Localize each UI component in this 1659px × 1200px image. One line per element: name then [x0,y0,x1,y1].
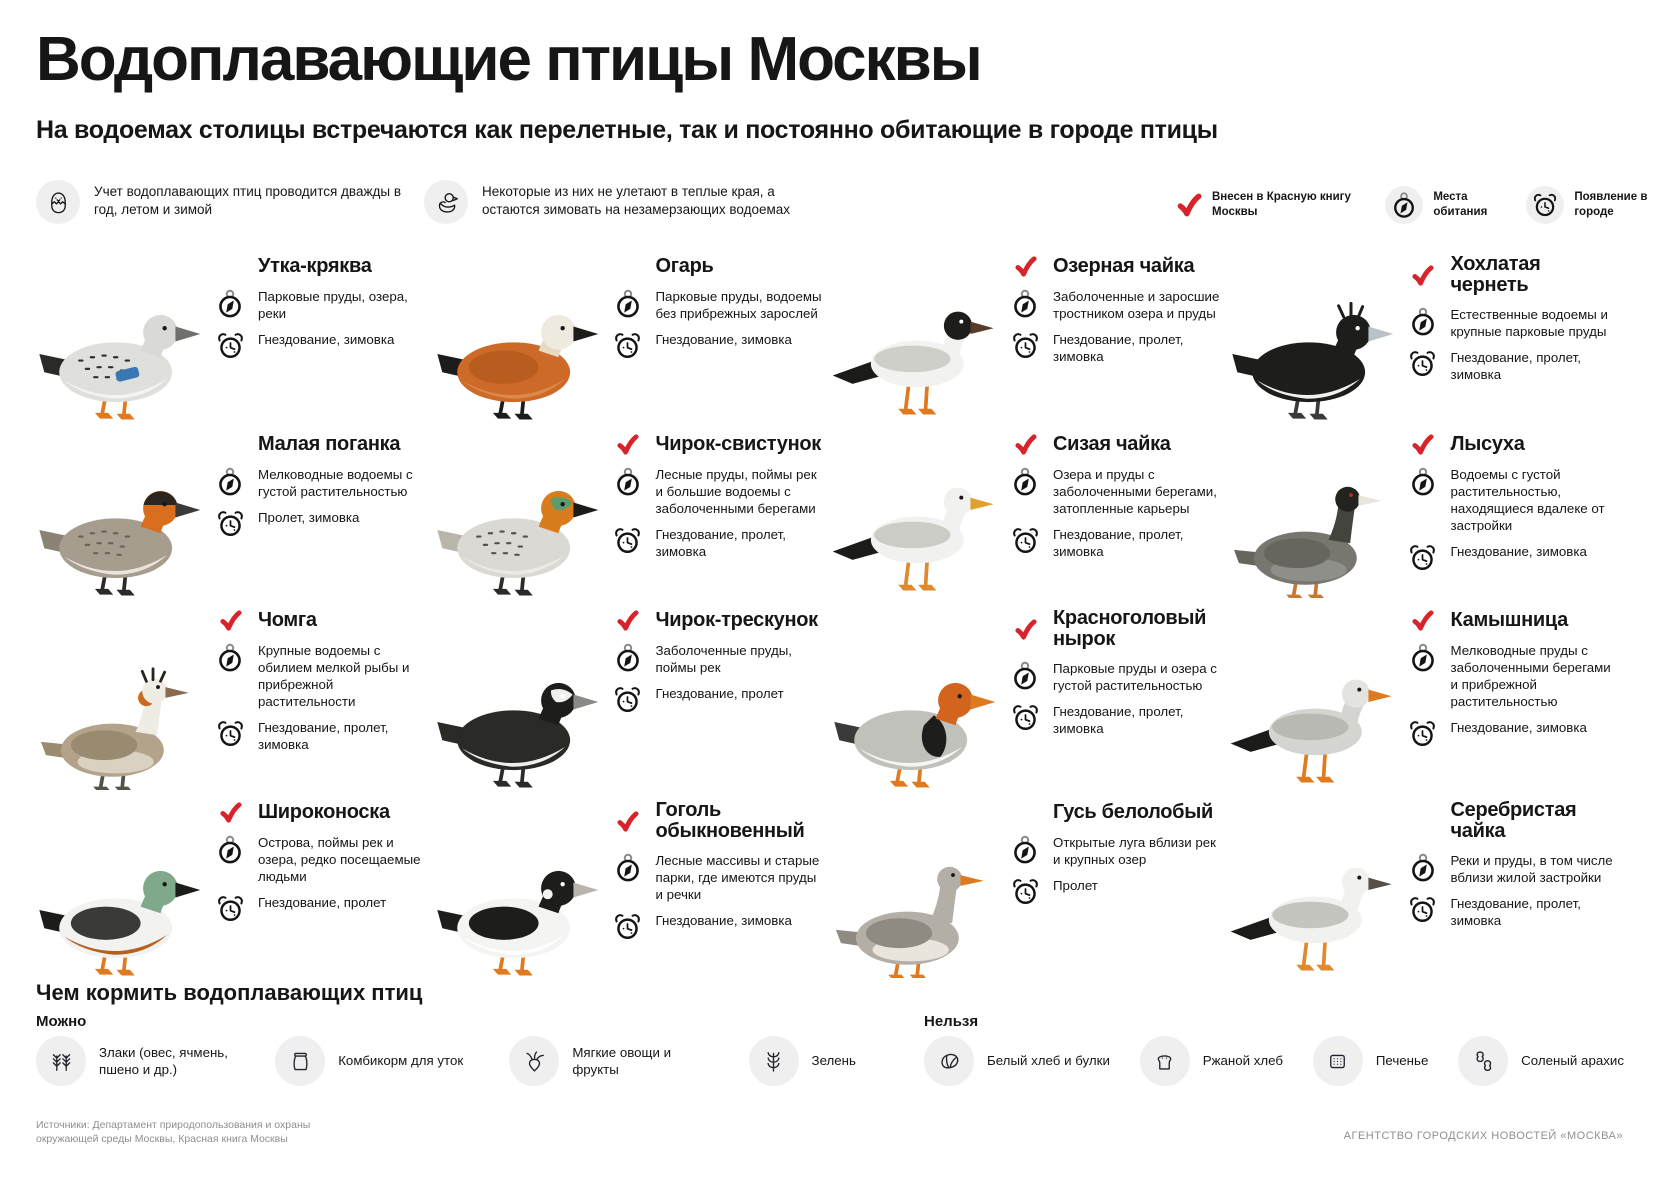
appearance-row [612,526,824,560]
red-checkmark-icon [1407,609,1439,632]
appearance-row [1407,543,1619,572]
bird-name: Красноголовый нырок [1053,607,1207,650]
habitat-row [1009,288,1221,322]
croissant-icon [924,1036,974,1086]
appearance-row [1407,719,1619,748]
appearance-text: Гнездование, пролет, зимовка [1053,527,1184,560]
appearance-row [1009,526,1221,560]
compass-icon [1407,642,1439,673]
habitat-text: Лесные массивы и старые парки, где имеются пруды и речки [655,853,820,903]
bird-name: Камышница [1450,608,1568,631]
alarm-clock-icon [1009,526,1041,555]
page-subtitle: На водоемах столицы встречаются как перелетные, так и постоянно обитающие в городе птицы [36,116,1218,144]
food-item: Зелень [749,1036,856,1086]
appearance-text: Гнездование, пролет [655,686,784,702]
forbidden-food-row [924,1036,1624,1086]
allowed-food-row [36,1036,856,1086]
bird-illustration [36,244,202,426]
bird-illustration [1229,422,1395,602]
compass-icon [214,466,246,497]
appearance-row [612,685,824,714]
compass-icon [1385,186,1423,224]
appearance-text: Гнездование, пролет, зимовка [655,527,786,560]
appearance-row [214,509,426,538]
bird-illustration [434,598,600,794]
red-checkmark-icon [612,609,644,632]
habitat-text: Естественные водоемы и крупные парковые пруды [1450,307,1608,340]
habitat-row [1009,466,1221,517]
bird-illustration [36,598,202,794]
food-item: Мягкие овощи и фрукты [509,1036,702,1086]
bird-name: Широконоска [258,800,390,823]
bird-card [831,422,1229,598]
food-item: Ржаной хлеб [1140,1036,1283,1086]
red-checkmark-icon [1176,192,1202,218]
bird-card [1229,244,1627,422]
legend-red-book-label: Внесен в Красную книгу Москвы [1212,191,1351,218]
bird-grid [36,244,1626,978]
bird-name: Чирок-трескунок [655,608,818,631]
compass-icon [612,852,644,883]
vegetables-icon [509,1036,559,1086]
cookie-icon [1313,1036,1363,1086]
habitat-row [612,466,824,517]
habitat-text: Крупные водоемы с обилием мелкой рыбы и прибрежной растительности [258,643,410,710]
habitat-row [1407,466,1619,534]
habitat-row [1407,642,1619,710]
red-checkmark-icon [612,433,644,456]
bird-card [1229,422,1627,598]
bird-name: Гоголь обыкновенный [655,799,805,842]
habitat-row [214,642,426,710]
compass-icon [214,834,246,865]
appearance-text: Гнездование, пролет, зимовка [258,720,389,753]
bird-card [36,790,434,978]
note-census-text: Учет водоплавающих птиц проводится дважды в год, летом и зимой [94,184,401,218]
red-checkmark-icon [612,810,644,833]
appearance-row [1407,349,1619,383]
bird-name: Гусь белолобый [1053,800,1213,823]
alarm-clock-icon [612,912,644,941]
feeding-title: Чем кормить водоплавающих птиц [36,980,423,1005]
appearance-row [1407,895,1619,929]
red-checkmark-icon [1407,433,1439,456]
bird-name: Малая поганка [258,432,401,455]
bird-name: Чирок-свистунок [655,432,822,455]
bird-name: Утка-кряква [258,254,372,277]
allowed-label: Можно [36,1013,87,1030]
habitat-text: Парковые пруды, озера, реки [258,289,408,322]
habitat-row [1009,660,1221,694]
habitat-text: Реки и пруды, в том числе вблизи жилой застройки [1450,853,1613,886]
appearance-text: Гнездование, зимовка [655,913,792,929]
compass-icon [1009,660,1041,691]
appearance-text: Пролет [1053,878,1098,894]
compass-icon [1009,834,1041,865]
appearance-text: Гнездование, зимовка [655,332,792,348]
appearance-text: Гнездование, зимовка [1450,720,1587,736]
habitat-text: Мелководные водоемы с густой растительностью [258,467,413,500]
chick-in-egg-icon [36,180,80,224]
habitat-row [214,834,426,885]
bird-card [1229,790,1627,978]
appearance-text: Пролет, зимовка [258,510,360,526]
appearance-row [612,331,824,360]
bird-name: Лысуха [1450,432,1525,455]
compass-icon [1009,466,1041,497]
bird-card [831,244,1229,422]
bird-illustration [831,244,997,426]
bird-illustration [434,244,600,426]
bird-card [434,244,832,422]
appearance-text: Гнездование, зимовка [258,332,395,348]
red-checkmark-icon [1407,264,1439,287]
alarm-clock-icon [612,685,644,714]
red-checkmark-icon [214,801,246,824]
bird-illustration [434,790,600,982]
bird-illustration [831,422,997,602]
sources-text: Источники: Департамент природопользования и охраны окружающей среды Москвы, Красная книга Москвы [36,1119,311,1146]
habitat-text: Парковые пруды, водоемы без прибрежных зарослей [655,289,822,322]
agency-credit: АГЕНТСТВО ГОРОДСКИХ НОВОСТЕЙ «МОСКВА» [1343,1130,1623,1142]
alarm-clock-icon [1009,877,1041,906]
forbidden-label: Нельзя [924,1013,979,1030]
habitat-text: Заболоченные пруды, поймы рек [655,643,792,676]
bird-card [831,790,1229,978]
legend [1176,186,1659,224]
bird-card [36,422,434,598]
food-item: Злаки (овес, ячмень, пшено и др.) [36,1036,229,1086]
bird-card [434,422,832,598]
compass-icon [612,288,644,319]
compass-icon [1407,466,1439,497]
habitat-text: Парковые пруды и озера с густой растительностью [1053,661,1217,694]
bird-illustration [36,790,202,982]
appearance-text: Гнездование, зимовка [1450,544,1587,560]
compass-icon [612,466,644,497]
red-checkmark-icon [1009,433,1041,456]
habitat-row [214,288,426,322]
appearance-text: Гнездование, пролет, зимовка [1450,350,1581,383]
compass-icon [1407,306,1439,337]
appearance-row [214,331,426,360]
legend-appearance [1526,186,1659,224]
bird-card [831,598,1229,790]
habitat-row [1407,306,1619,340]
alarm-clock-icon [214,894,246,923]
habitat-text: Острова, поймы рек и озера, редко посещаемые людьми [258,835,421,885]
appearance-row [1009,877,1221,906]
feed-bag-icon [275,1036,325,1086]
note-census [36,180,404,224]
alarm-clock-icon [214,331,246,360]
legend-habitat-label: Места обитания [1433,191,1488,218]
food-item: Комбикорм для уток [275,1036,463,1086]
bird-illustration [1229,598,1395,794]
bird-illustration [831,598,997,794]
compass-icon [214,642,246,673]
bird-card [36,244,434,422]
habitat-text: Водоемы с густой растительностью, находящиеся вдалеке от застройки [1450,467,1605,534]
appearance-row [612,912,824,941]
alarm-clock-icon [1009,703,1041,732]
legend-appearance-label: Появление в городе [1574,191,1648,218]
bird-card [36,598,434,790]
food-item: Соленый арахис [1458,1036,1624,1086]
bird-illustration [1229,790,1395,982]
bird-card [1229,598,1627,790]
habitat-row [612,288,824,322]
bird-name: Сизая чайка [1053,432,1171,455]
alarm-clock-icon [1407,543,1439,572]
duck-icon [424,180,468,224]
compass-icon [214,288,246,319]
legend-red-book [1176,190,1357,220]
alarm-clock-icon [214,509,246,538]
alarm-clock-icon [1009,331,1041,360]
bird-name: Огарь [655,254,714,277]
compass-icon [1407,852,1439,883]
appearance-row [214,894,426,923]
habitat-text: Заболоченные и заросшие тростником озера и пруды [1053,289,1220,322]
alarm-clock-icon [1407,349,1439,378]
note-wintering-text: Некоторые из них не улетают в теплые края, а остаются зимовать на незамерзающих водоемах [482,184,791,218]
habitat-text: Озера и пруды с заболоченными берегами, затопленные карьеры [1053,467,1217,517]
compass-icon [1009,288,1041,319]
bird-name: Озерная чайка [1053,254,1195,277]
habitat-row [612,852,824,903]
habitat-row [612,642,824,676]
habitat-text: Открытые луга вблизи рек и крупных озер [1053,835,1216,868]
alarm-clock-icon [1526,186,1564,224]
compass-icon [612,642,644,673]
food-item: Белый хлеб и булки [924,1036,1110,1086]
wheat-icon [36,1036,86,1086]
bird-name: Чомга [258,608,317,631]
bread-icon [1140,1036,1190,1086]
alarm-clock-icon [612,526,644,555]
bird-card [434,790,832,978]
habitat-row [1009,834,1221,868]
appearance-text: Гнездование, пролет, зимовка [1053,332,1184,365]
appearance-text: Гнездование, пролет [258,895,387,911]
bird-illustration [831,790,997,982]
appearance-row [1009,331,1221,365]
bird-name: Серебристая чайка [1450,799,1577,842]
habitat-text: Мелководные пруды с заболоченными берегами и прибрежной растительностью [1450,643,1611,710]
appearance-row [1009,703,1221,737]
greens-icon [749,1036,799,1086]
habitat-row [1407,852,1619,886]
red-checkmark-icon [214,609,246,632]
alarm-clock-icon [214,719,246,748]
habitat-text: Лесные пруды, поймы рек и большие водоемы с заболоченными берегами [655,467,817,517]
food-item: Печенье [1313,1036,1429,1086]
alarm-clock-icon [1407,895,1439,924]
bird-name: Хохлатая чернеть [1450,253,1541,296]
legend-habitat [1385,186,1498,224]
bird-illustration [434,422,600,602]
bird-illustration [36,422,202,602]
appearance-text: Гнездование, пролет, зимовка [1450,896,1581,929]
alarm-clock-icon [1407,719,1439,748]
bird-illustration [1229,244,1395,426]
note-wintering [424,180,792,224]
habitat-row [214,466,426,500]
appearance-text: Гнездование, пролет, зимовка [1053,704,1184,737]
alarm-clock-icon [612,331,644,360]
page-title: Водоплавающие птицы Москвы [36,25,981,94]
bird-card [434,598,832,790]
red-checkmark-icon [1009,618,1041,641]
appearance-row [214,719,426,753]
red-checkmark-icon [1009,255,1041,278]
peanuts-icon [1458,1036,1508,1086]
